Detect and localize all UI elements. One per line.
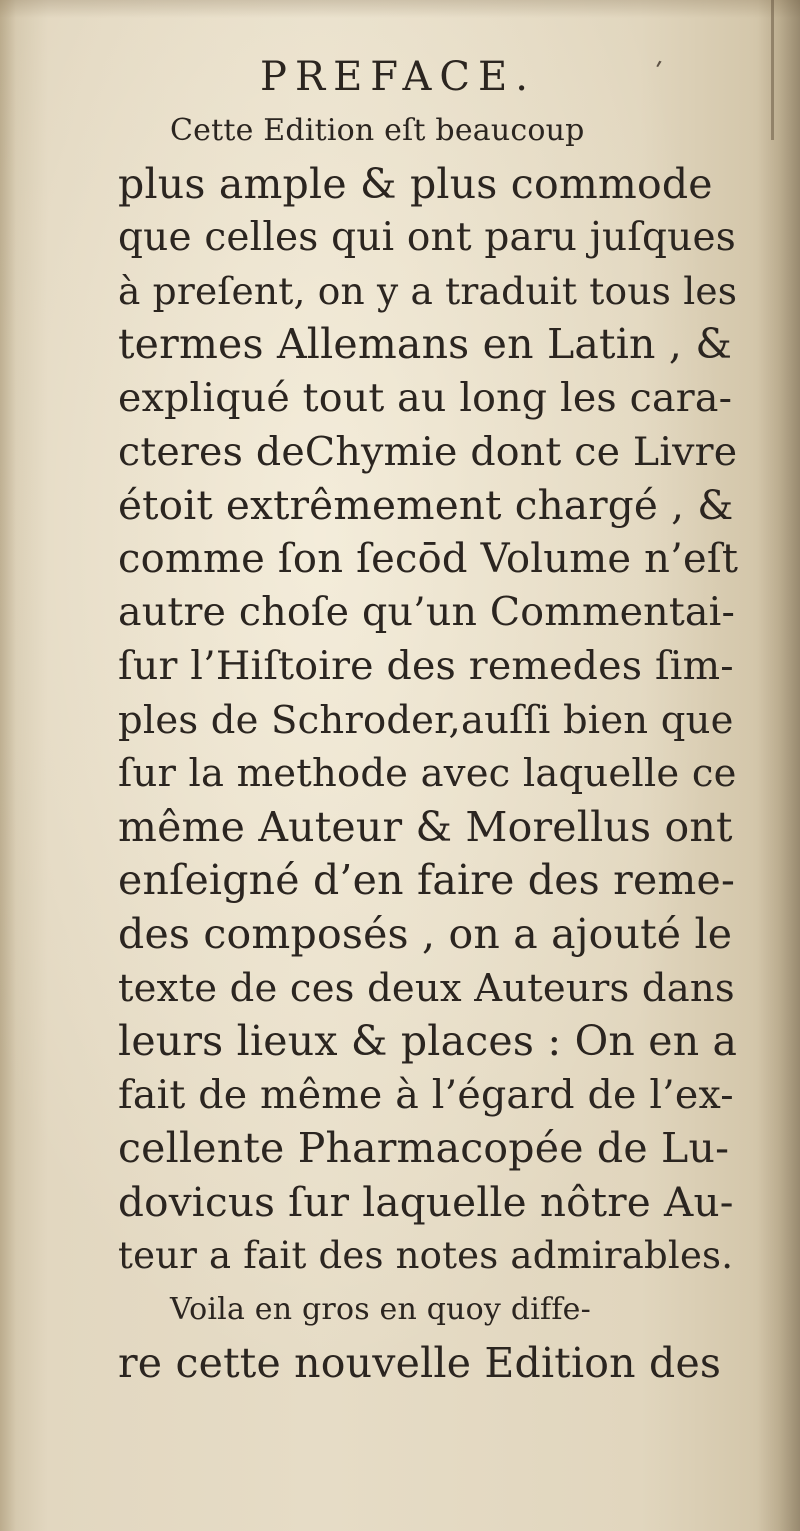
binding-spine-mark	[771, 0, 774, 140]
text-line: cteres deChymie dont ce Livre	[118, 428, 738, 475]
text-line: Cette Edition eſt beaucoup	[170, 113, 585, 148]
page-top-edge-shadow	[0, 0, 800, 18]
page-text-block	[118, 50, 738, 1390]
text-line: étoit extrêmement chargé , &	[118, 481, 734, 530]
text-line: comme ſon ſecōd Volume n’eſt	[118, 535, 739, 582]
page-heading: PREFACE.	[260, 54, 536, 100]
text-line: ſur la methode avec laquelle ce	[118, 751, 737, 797]
text-line: termes Allemans en Latin , &	[118, 320, 733, 369]
text-line: enſeigné d’en faire des reme-	[118, 856, 736, 905]
text-line: plus ample & plus commode	[118, 159, 713, 208]
text-line: texte de ces deux Auteurs dans	[118, 965, 735, 1011]
text-line: à preſent, on y a traduit tous les	[118, 268, 738, 313]
page-left-edge-shadow	[0, 0, 16, 1531]
text-line: expliqué tout au long les cara-	[118, 374, 733, 421]
text-line: leurs lieux & places : On en a	[118, 1017, 738, 1066]
text-line: que celles qui ont paru juſques	[118, 215, 736, 261]
text-line: Voila en gros en quoy diffe-	[170, 1292, 591, 1328]
text-line: dovicus ſur laquelle nôtre Au-	[118, 1177, 734, 1226]
text-line: des composés , on a ajouté le	[118, 909, 733, 958]
ink-stray-mark: ʹ	[647, 57, 665, 89]
text-line: cellente Pharmacopée de Lu-	[118, 1124, 730, 1173]
text-line: même Auteur & Morellus ont	[118, 802, 733, 851]
body-lines	[118, 104, 738, 1390]
text-line: re cette nouvelle Edition des	[118, 1338, 722, 1387]
text-line: fait de même à l’égard de l’ex-	[118, 1071, 734, 1118]
text-line: ſur l’Hiſtoire des remedes ſim-	[118, 642, 734, 689]
text-line: autre choſe qu’un Commentai-	[118, 589, 736, 636]
text-line: teur a fait des notes admirables.	[118, 1234, 734, 1278]
text-line: ples de Schroder,auſſi bien que	[118, 697, 734, 743]
binding-gutter-shadow	[758, 0, 800, 1531]
